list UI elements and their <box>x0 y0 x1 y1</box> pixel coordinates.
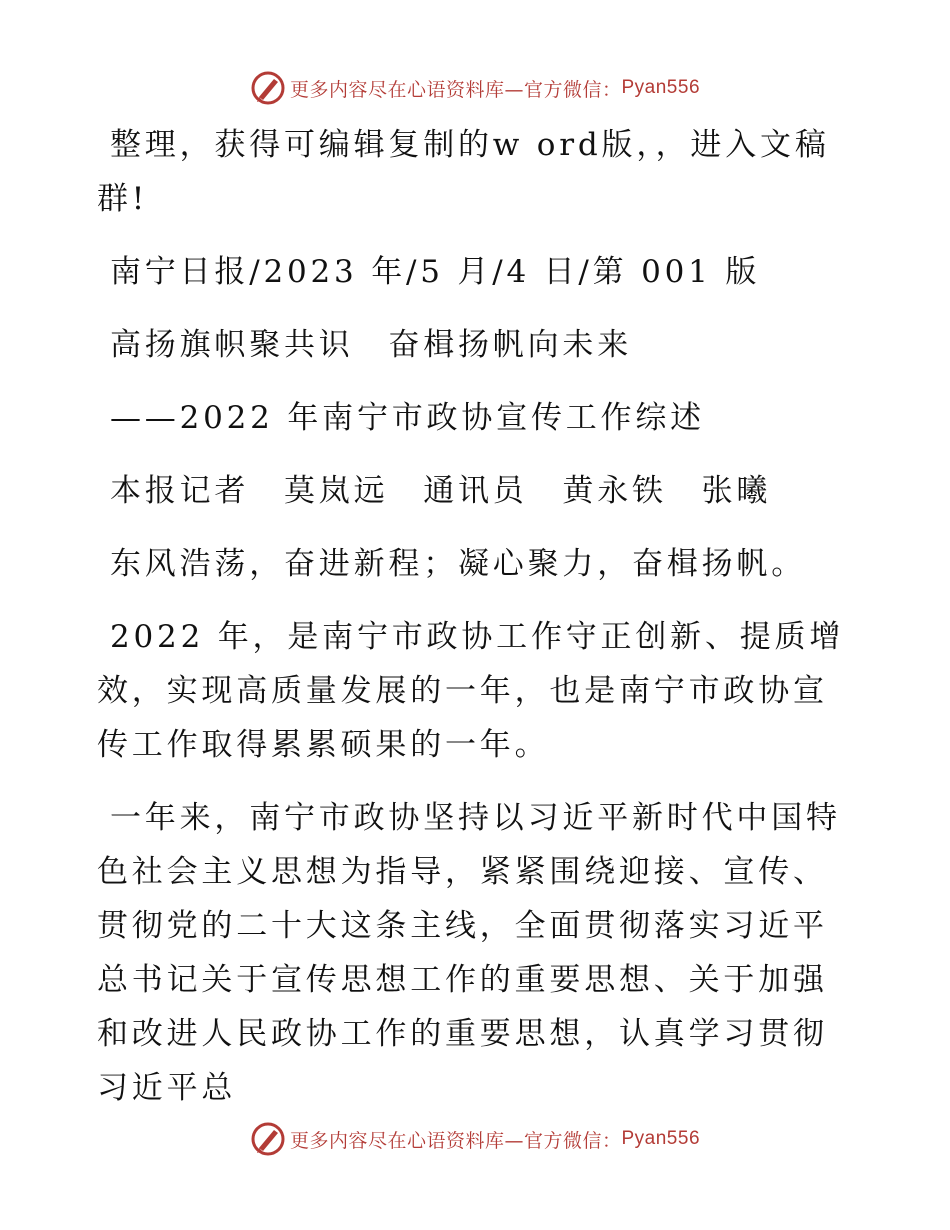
watermark-account: Pyan556 <box>621 77 701 98</box>
pen-logo-icon <box>250 70 286 106</box>
intro-text: 整理，获得可编辑复制的w ord版，，进入文稿群! <box>97 127 830 217</box>
watermark-site-text: 更多内容尽在心语资料库—官方微信： <box>289 78 622 101</box>
footer-watermark <box>0 1119 950 1159</box>
source-line: 南宁日报/2023 年/5 月/4 日/第 001 版 <box>110 254 761 290</box>
watermark-account: Pyan556 <box>621 1128 701 1149</box>
subtitle: ——2022 年南宁市政协宣传工作综述 <box>110 400 705 436</box>
watermark-site-text: 更多内容尽在心语资料库—官方微信： <box>289 1129 622 1152</box>
pen-logo-icon <box>250 1121 286 1157</box>
paragraph-1: 2022 年，是南宁市政协工作守正创新、提质增效，实现高质量发展的一年，也是南宁市政协宣传工作取得累累硕果的一年。 <box>97 619 845 763</box>
header-watermark <box>0 68 950 108</box>
headline: 高扬旗帜聚共识 奋楫扬帆向未来 <box>110 327 632 363</box>
byline: 本报记者 莫岚远 通讯员 黄永铁 张曦 <box>110 473 772 509</box>
lead-text: 东风浩荡，奋进新程；凝心聚力，奋楫扬帆。 <box>110 546 806 582</box>
document-body <box>97 118 857 1115</box>
paragraph-2: 一年来，南宁市政协坚持以习近平新时代中国特色社会主义思想为指导，紧紧围绕迎接、宣传、贯彻党的二十大这条主线，全面贯彻落实习近平总书记关于宣传思想工作的重要思想、关于加强和改进人民政协工作的重要思想，认真学习贯彻习近平总 <box>97 800 841 1106</box>
